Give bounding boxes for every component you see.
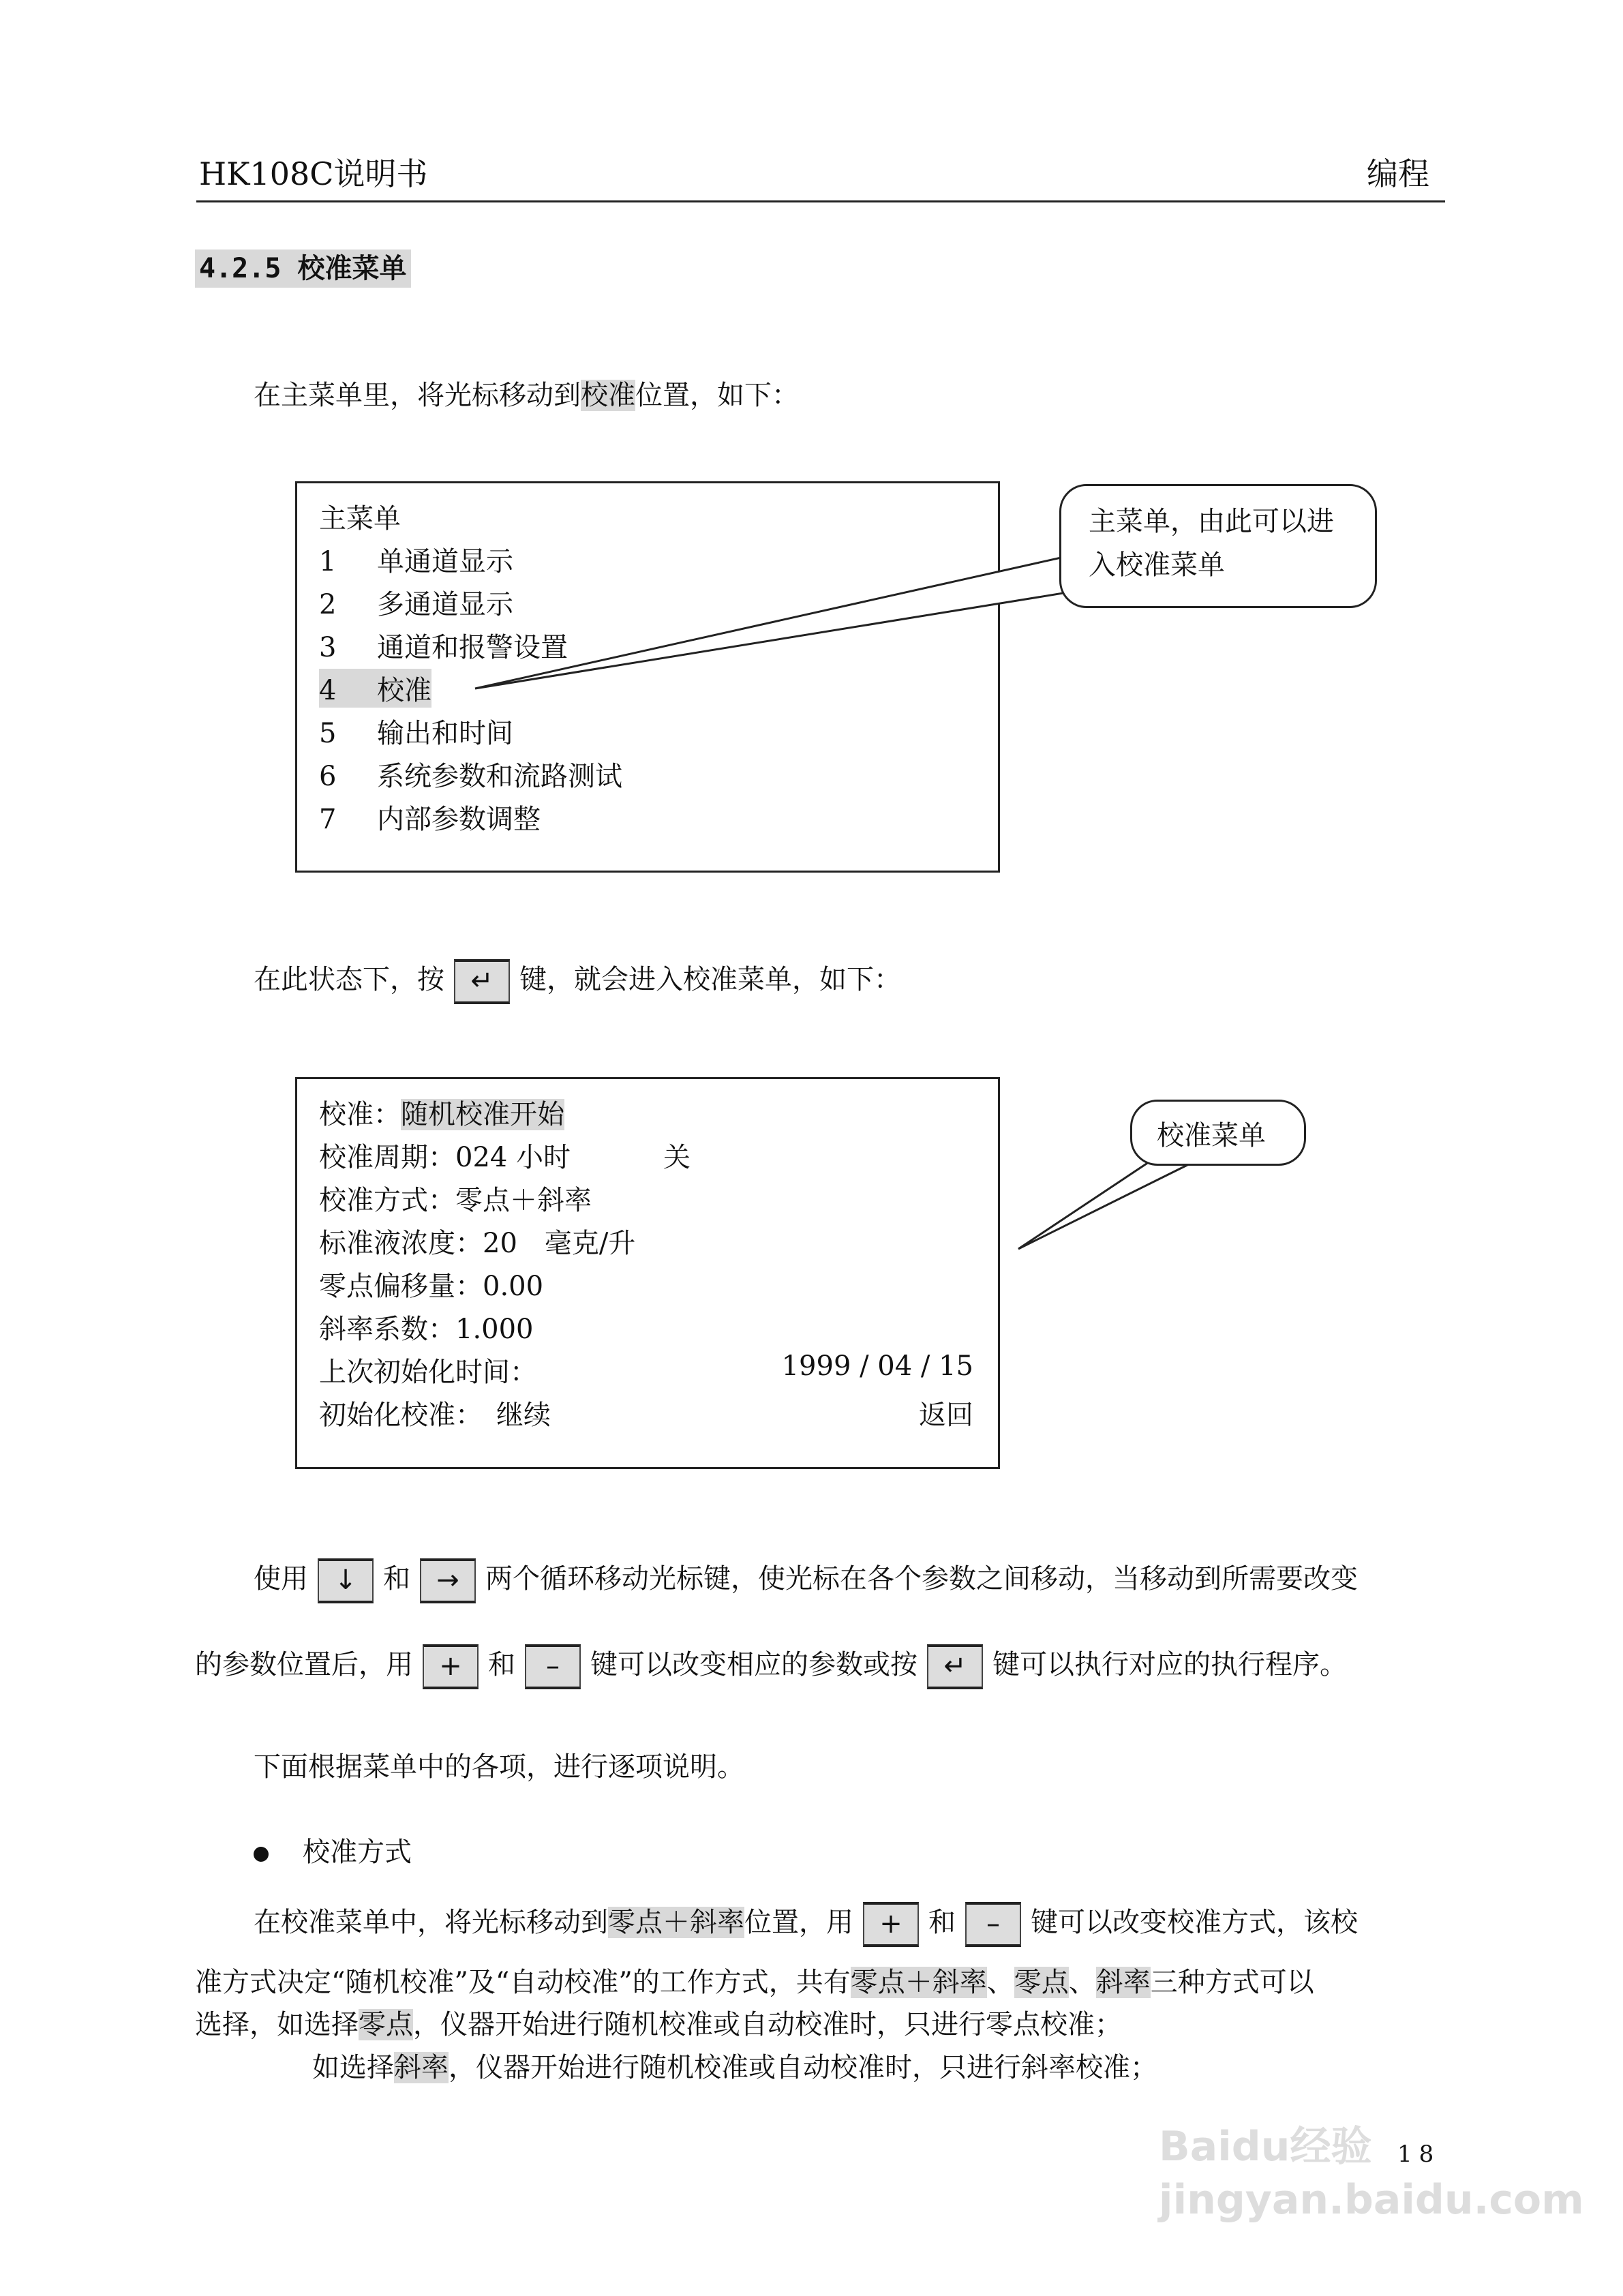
calib-last-init: 上次初始化时间： 1999 / 04 / 15	[319, 1350, 973, 1388]
method-line3: 选择，如选择零点，仪器开始进行随机校准或自动校准时，只进行零点校准；	[195, 2009, 1122, 2040]
method-line1: 在校准菜单中，将光标移动到零点＋斜率位置，用 + 和 – 键可以改变校准方式，该校	[254, 1902, 1358, 1947]
menu-item: 6 系统参数和流路测试	[319, 761, 622, 792]
keys-paragraph-line2: 的参数位置后，用 + 和 – 键可以改变相应的参数或按 ↵ 键可以执行对应的执行程序。	[195, 1644, 1347, 1689]
main-menu-title: 主菜单	[319, 503, 401, 534]
bullet-icon	[254, 1847, 269, 1862]
text: 在主菜单里，将光标移动到	[254, 380, 581, 411]
calibration-menu-callout: 校准菜单	[1130, 1100, 1306, 1166]
header-section: 编程	[1367, 155, 1429, 192]
enter-key: ↵	[927, 1644, 983, 1689]
keys-paragraph-line1: 使用 ↓ 和 → 两个循环移动光标键，使光标在各个参数之间移动，当移动到所需要改变	[254, 1558, 1358, 1603]
calib-slope: 斜率系数：1.000	[319, 1314, 534, 1345]
below-paragraph: 下面根据菜单中的各项，进行逐项说明。	[254, 1751, 744, 1783]
calib-period: 校准周期：024 小时 关	[319, 1142, 691, 1173]
calibration-menu-box	[295, 1077, 1000, 1469]
down-key: ↓	[318, 1558, 374, 1603]
main-menu-callout: 主菜单，由此可以进入校准菜单	[1059, 484, 1377, 608]
text: 位置，如下：	[635, 380, 799, 411]
method-line2: 准方式决定“随机校准”及“自动校准”的工作方式，共有零点＋斜率、零点、斜率三种方式可以	[195, 1967, 1314, 1998]
minus-key: –	[965, 1902, 1021, 1947]
calib-init: 初始化校准： 继续 返回	[319, 1400, 973, 1431]
calib-start: 校准：随机校准开始	[319, 1099, 564, 1130]
plus-key: +	[423, 1644, 479, 1689]
calib-concentration: 标准液浓度：20 毫克/升	[319, 1228, 636, 1259]
highlight: 校准	[581, 380, 635, 411]
text: 在此状态下，按	[254, 964, 444, 995]
right-key: →	[420, 1558, 476, 1603]
menu-item: 7 内部参数调整	[319, 804, 541, 835]
minus-key: –	[525, 1644, 581, 1689]
menu-item: 3 通道和报警设置	[319, 632, 568, 663]
enter-paragraph	[254, 959, 901, 1004]
text: 键，就会进入校准菜单，如下：	[519, 964, 901, 995]
menu-item-selected: 4 校准	[319, 669, 431, 708]
menu-item: 1 单通道显示	[319, 546, 513, 577]
header-title: HK108C说明书	[199, 155, 428, 192]
plus-key: +	[863, 1902, 919, 1947]
menu-item: 5 输出和时间	[319, 718, 513, 749]
enter-key: ↵	[454, 959, 510, 1004]
menu-item: 2 多通道显示	[319, 589, 513, 620]
watermark-logo: Baidu经验 jingyan.baidu.com	[1159, 2123, 1584, 2224]
bullet-item: 校准方式	[254, 1836, 412, 1869]
calib-zero-offset: 零点偏移量：0.00	[319, 1271, 544, 1302]
method-line4: 如选择斜率，仪器开始进行随机校准或自动校准时，只进行斜率校准；	[312, 2052, 1157, 2083]
page-number: 18	[1397, 2141, 1441, 2168]
section-heading: 4.2.5 校准菜单	[195, 250, 411, 288]
calib-method: 校准方式：零点＋斜率	[319, 1185, 592, 1216]
